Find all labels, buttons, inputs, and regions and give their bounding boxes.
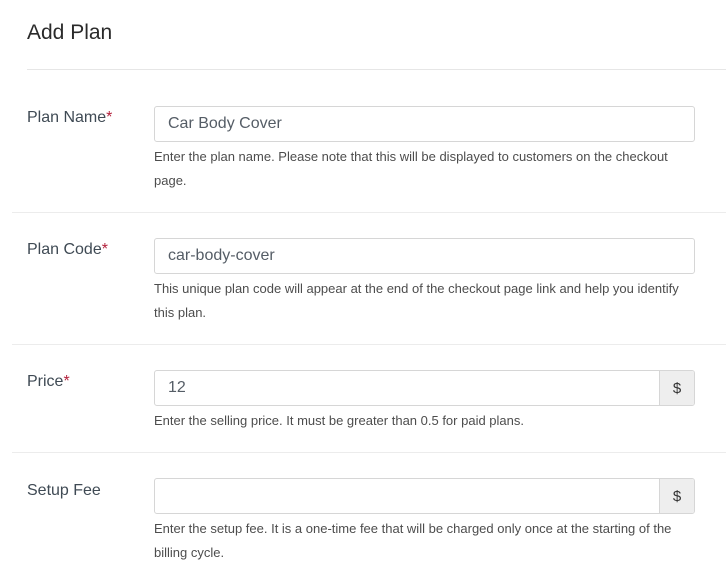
plan-name-required-mark: * (106, 109, 113, 126)
plan-name-label (27, 108, 112, 128)
setup-fee-input[interactable] (155, 479, 659, 513)
price-help: Enter the selling price. It must be greater than 0.5 for paid plans. (154, 413, 524, 428)
setup-fee-currency-addon: $ (659, 479, 694, 513)
setup-fee-label-text: Setup Fee (27, 482, 101, 499)
row-divider (12, 452, 726, 453)
plan-code-label (27, 240, 108, 260)
setup-fee-field[interactable] (154, 478, 695, 514)
plan-code-required-mark: * (101, 241, 108, 258)
price-input[interactable] (155, 371, 659, 405)
plan-code-label-text: Plan Code (27, 241, 102, 258)
price-field[interactable] (154, 370, 695, 406)
plan-code-help: This unique plan code will appear at the end of the checkout page link and help you identify this plan. (154, 281, 679, 320)
price-label-text: Price (27, 373, 64, 390)
plan-name-label-text: Plan Name (27, 109, 107, 126)
price-currency-addon: $ (659, 371, 694, 405)
row-divider (12, 344, 726, 345)
setup-fee-label (27, 481, 101, 501)
price-required-mark: * (63, 373, 70, 390)
price-label (27, 372, 70, 392)
plan-name-input[interactable] (155, 107, 694, 141)
plan-code-field[interactable] (154, 238, 695, 274)
row-divider (12, 212, 726, 213)
title-divider (27, 69, 726, 70)
page-title: Add Plan (27, 21, 113, 44)
plan-name-help: Enter the plan name. Please note that this will be displayed to customers on the checkout page. (154, 149, 668, 188)
setup-fee-help: Enter the setup fee. It is a one-time fee that will be charged only once at the starting of the billing cycle. (154, 521, 672, 560)
plan-code-input[interactable] (155, 239, 694, 273)
plan-name-field[interactable] (154, 106, 695, 142)
